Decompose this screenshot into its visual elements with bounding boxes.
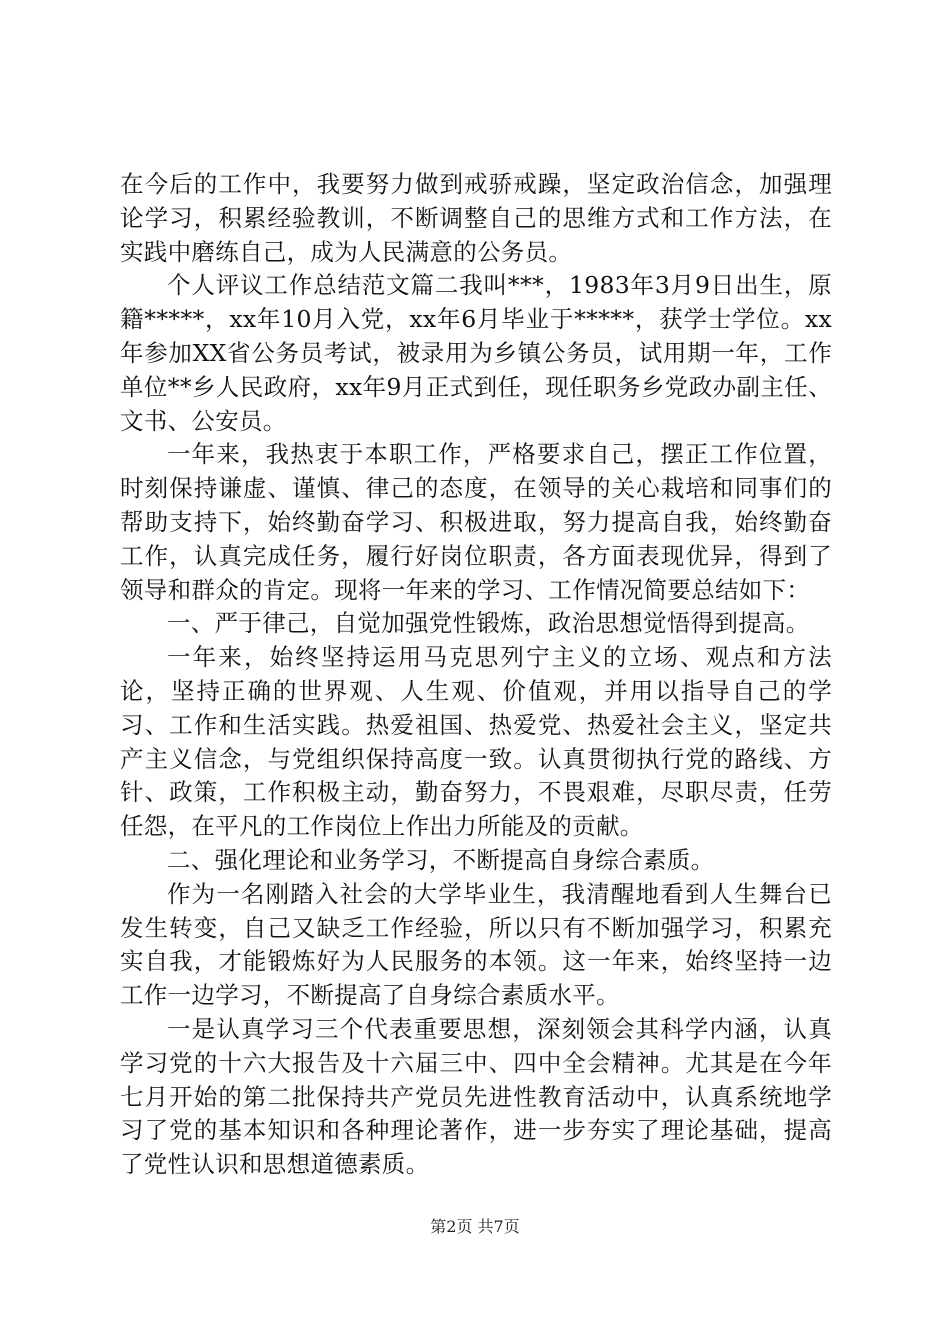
paragraph: 一年来，我热衷于本职工作，严格要求自己，摆正工作位置，时刻保持谦虚、谨慎、律己的态度，在领导的关心栽培和同事们的帮助支持下，始终勤奋学习、积极进取，努力提高自我，始终勤奋工作，认真完成任务，履行好岗位职责，各方面表现优异，得到了领导和群众的肯定。现将一年来的学习、工作情况简要总结如下： [120, 440, 832, 604]
paragraph: 个人评议工作总结范文篇二我叫***，1983年3月9日出生，原籍*****，xx年10月入党，xx年6月毕业于*****，获学士学位。xx年参加XX省公务员考试，被录用为乡镇公务员，试用期一年，工作单位**乡人民政府，xx年9月正式到任，现任职务乡党政办副主任、文书、公安员。 [120, 271, 832, 435]
paragraph: 一是认真学习三个代表重要思想，深刻领会其科学内涵，认真学习党的十六大报告及十六届三中、四中全会精神。尤其是在今年七月开始的第二批保持共产党员先进性教育活动中，认真系统地学习了党的基本知识和各种理论著作，进一步夯实了理论基础，提高了党性认识和思想道德素质。 [120, 1014, 832, 1179]
page-number-footer: 第2页 共7页 [430, 1217, 520, 1236]
section-heading: 二、强化理论和业务学习，不断提高自身综合素质。 [167, 845, 715, 874]
paragraph: 在今后的工作中，我要努力做到戒骄戒躁，坚定政治信念，加强理论学习，积累经验教训，不断调整自己的思维方式和工作方法，在实践中磨练自己，成为人民满意的公务员。 [120, 170, 832, 266]
section-heading: 一、严于律己，自觉加强党性锻炼，政治思想觉悟得到提高。 [167, 609, 810, 638]
document-body [120, 168, 832, 1182]
paragraph: 作为一名刚踏入社会的大学毕业生，我清醒地看到人生舞台已发生转变，自己又缺乏工作经验，所以只有不断加强学习，积累充实自我，才能锻炼好为人民服务的本领。这一年来，始终坚持一边工作一边学习，不断提高了自身综合素质水平。 [120, 879, 832, 1010]
paragraph: 一年来，始终坚持运用马克思列宁主义的立场、观点和方法论，坚持正确的世界观、人生观、价值观，并用以指导自己的学习、工作和生活实践。热爱祖国、热爱党、热爱社会主义，坚定共产主义信念，与党组织保持高度一致。认真贯彻执行党的路线、方针、政策，工作积极主动，勤奋努力，不畏艰难，尽职尽责，任劳任怨，在平凡的工作岗位上作出力所能及的贡献。 [120, 643, 832, 841]
